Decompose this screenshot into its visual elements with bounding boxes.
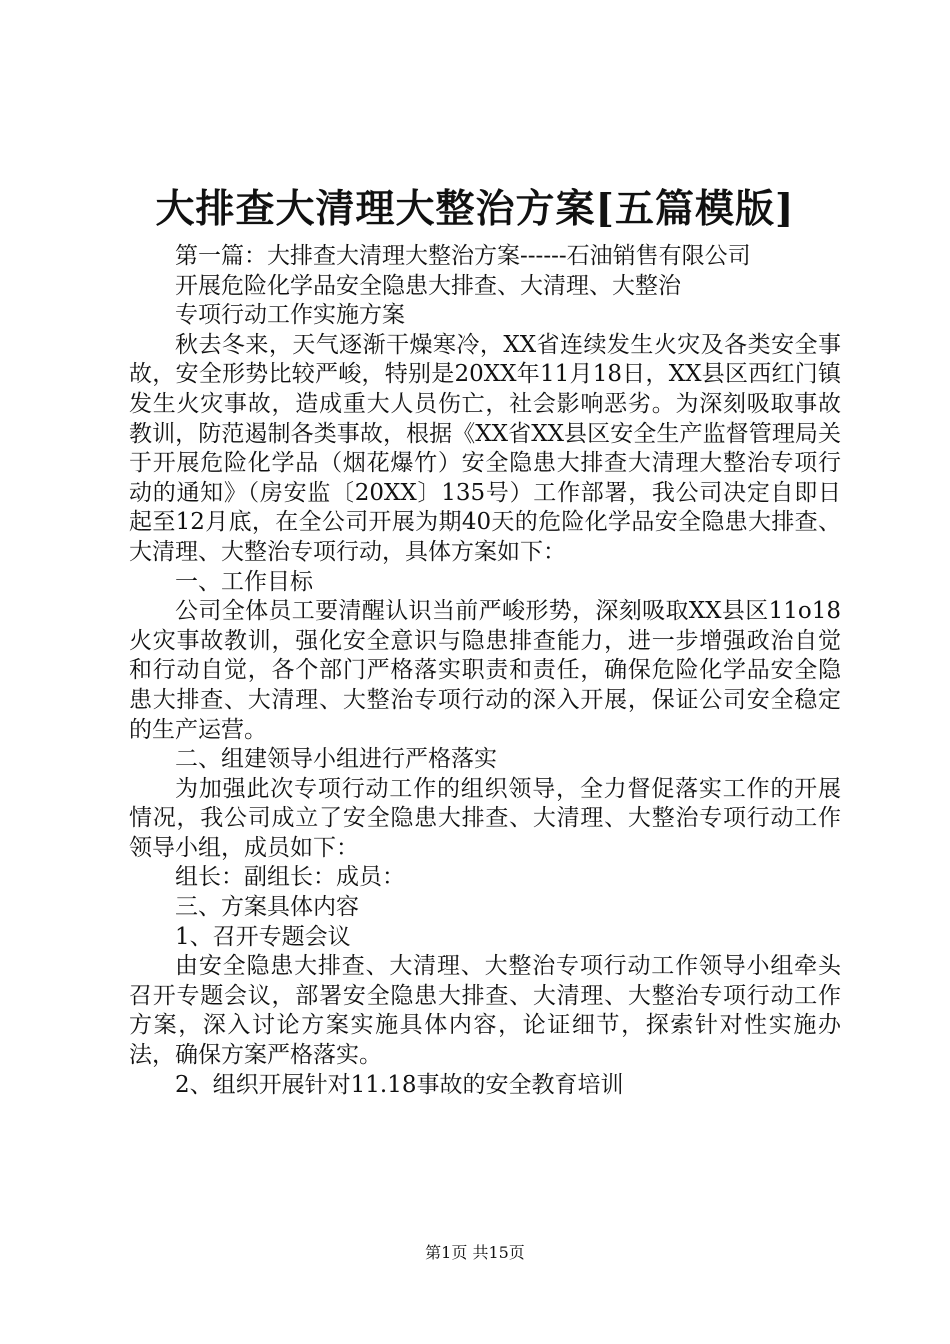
document-title: 大排查大清理大整治方案[五篇模版] (155, 186, 795, 232)
paragraph-subtitle-line-2: 专项行动工作实施方案 (175, 302, 405, 329)
page-footer: 第1页 共15页 (425, 1243, 525, 1262)
paragraph-goals: 公司全体员工要清醒认识当前严峻形势，深刻吸取XX县区11o18火灾事故教训，强化安全意识与隐患排查能力，进一步增强政治自觉和行动自觉，各个部门严格落实职责和责任，确保危险化学品安全隐患大排查、大清理、大整治专项行动的深入开展，保证公司安全稳定的生产运营。 (129, 598, 841, 743)
paragraph-leadership: 为加强此次专项行动工作的组织领导，全力督促落实工作的开展情况，我公司成立了安全隐患大排查、大清理、大整治专项行动工作领导小组，成员如下： (129, 775, 841, 861)
document-body (129, 242, 841, 1100)
subsection-heading-meeting: 1、召开专题会议 (175, 923, 351, 950)
section-heading-leadership: 二、组建领导小组进行严格落实 (175, 746, 497, 773)
paragraph-meeting: 由安全隐患大排查、大清理、大整治专项行动工作领导小组牵头召开专题会议，部署安全隐患大排查、大清理、大整治专项行动工作方案，深入讨论方案实施具体内容，论证细节，探索针对性实施办法，确保方案严格落实。 (129, 953, 841, 1069)
paragraph-members: 组长：副组长：成员： (175, 864, 405, 891)
section-heading-goals: 一、工作目标 (175, 568, 313, 595)
section-heading-content: 三、方案具体内容 (175, 894, 359, 921)
paragraph-subtitle-line-1: 开展危险化学品安全隐患大排查、大清理、大整治 (175, 272, 681, 299)
paragraph-chapter-heading: 第一篇：大排查大清理大整治方案------石油销售有限公司 (175, 243, 751, 269)
subsection-heading-training: 2、组织开展针对11.18事故的安全教育培训 (175, 1071, 624, 1098)
paragraph-background: 秋去冬来，天气逐渐干燥寒冷，XX省连续发生火灾及各类安全事故，安全形势比较严峻，特别是20XX年11月18日，XX县区西红门镇发生火灾事故，造成重大人员伤亡，社会影响恶劣。为深刻吸取事故教训，防范遏制各类事故，根据《XX省XX县区安全生产监督管理局关于开展危险化学品（烟花爆竹）安全隐患大排查大清理大整治专项行动的通知》（房安监〔20XX〕135号）工作部署，我公司决定自即日起至12月底，在全公司开展为期40天的危险化学品安全隐患大排查、大清理、大整治专项行动，具体方案如下： (129, 331, 841, 565)
